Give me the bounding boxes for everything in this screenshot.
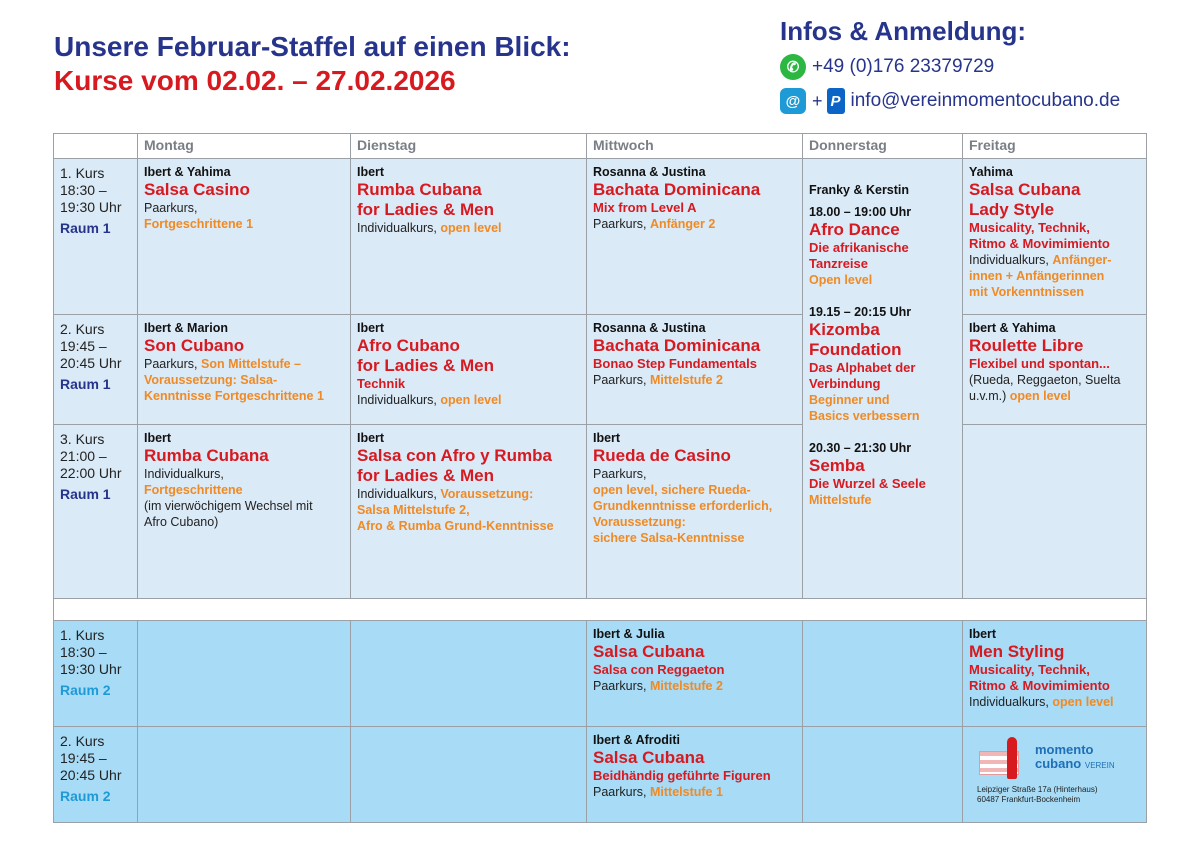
course-cell[interactable]: Ibert Men Styling Musicality, Technik, Ritmo & Movimimiento Individualkurs, open level bbox=[963, 621, 1147, 727]
course-cell[interactable]: Ibert Rueda de Casino Paarkurs, open level, sichere Rueda- Grundkenntnisse erforderlich, Voraussetzung: sichere Salsa-Kenntnisse bbox=[587, 425, 803, 599]
time-cell: 3. Kurs 21:00 – 22:00 Uhr Raum 1 bbox=[54, 425, 138, 599]
course-title: Rumba Cubana bbox=[357, 180, 482, 199]
thursday-cell[interactable]: Franky & Kerstin 18.00 – 19:00 Uhr Afro Dance Die afrikanische Tanzreise Open level 19.15 – 20:15 Uhr Kizomba Foundation Das Alphabet der Verbindung Beginner und Basics verbessern 20.30 – 21:30 Uhr Semba Die Wurzel & Seele Mittelstufe bbox=[803, 159, 963, 599]
plus-sign: + bbox=[812, 90, 823, 111]
course-title: Kizomba bbox=[809, 320, 880, 339]
day-wednesday: Mittwoch bbox=[587, 134, 803, 159]
course-cell[interactable]: Ibert & Yahima Salsa Casino Paarkurs, Fortgeschrittene 1 bbox=[138, 159, 351, 315]
course-cell[interactable]: Rosanna & Justina Bachata Dominicana Bonao Step Fundamentals Paarkurs, Mittelstufe 2 bbox=[587, 315, 803, 425]
room1-slot3-row bbox=[54, 425, 1147, 599]
whatsapp-icon: ✆ bbox=[780, 54, 806, 80]
contact-box bbox=[780, 14, 1180, 116]
room2-slot1-row bbox=[54, 621, 1147, 727]
room2-slot2-row bbox=[54, 727, 1147, 823]
course-title: Salsa Cubana bbox=[593, 748, 705, 767]
course-title: Men Styling bbox=[969, 642, 1065, 661]
phone-row[interactable] bbox=[780, 52, 1180, 82]
room-separator bbox=[54, 599, 1147, 621]
page-title bbox=[54, 30, 571, 98]
course-cell[interactable]: Ibert Rumba Cubana for Ladies & Men Individualkurs, open level bbox=[351, 159, 587, 315]
empty-cell bbox=[803, 621, 963, 727]
course-cell[interactable]: Yahima Salsa Cubana Lady Style Musicality, Technik, Ritmo & Movimimiento Individualkurs, Anfänger- innen + Anfängerinnen mit Vorkenntnissen bbox=[963, 159, 1147, 315]
day-friday: Freitag bbox=[963, 134, 1147, 159]
momento-cubano-logo: momento cubano VEREIN bbox=[977, 737, 1140, 779]
corner-cell bbox=[54, 134, 138, 159]
empty-cell bbox=[803, 727, 963, 823]
room-label: Raum 1 bbox=[60, 220, 111, 236]
dancer-flag-icon bbox=[977, 737, 1031, 779]
course-title: Son Cubano bbox=[144, 336, 245, 355]
course-cell[interactable]: Ibert & Yahima Roulette Libre Flexibel und spontan... (Rueda, Reggaeton, Suelta u.v.m.) open level bbox=[963, 315, 1147, 425]
course-title: Salsa Cubana bbox=[593, 642, 705, 661]
empty-cell bbox=[138, 727, 351, 823]
course-title: Rumba Cubana bbox=[144, 446, 269, 465]
room-label: Raum 2 bbox=[60, 682, 111, 698]
course-title: Salsa con Afro y Rumba bbox=[357, 446, 552, 465]
room1-slot2-row bbox=[54, 315, 1147, 425]
course-cell[interactable]: Ibert Afro Cubano for Ladies & Men Technik Individualkurs, open level bbox=[351, 315, 587, 425]
empty-cell bbox=[351, 621, 587, 727]
course-title: Bachata Dominicana bbox=[593, 336, 761, 355]
address-line-1: Leipziger Straße 17a (Hinterhaus) bbox=[977, 785, 1098, 794]
email-row[interactable] bbox=[780, 86, 1180, 116]
room-label: Raum 1 bbox=[60, 486, 111, 502]
course-cell[interactable]: Ibert Rumba Cubana Individualkurs, Fortgeschrittene (im vierwöchigem Wechsel mit Afro Cubano) bbox=[138, 425, 351, 599]
course-cell[interactable]: Ibert & Julia Salsa Cubana Salsa con Reggaeton Paarkurs, Mittelstufe 2 bbox=[587, 621, 803, 727]
course-cell[interactable]: Ibert & Marion Son Cubano Paarkurs, Son Mittelstufe – Voraussetzung: Salsa- Kenntnisse Fortgeschrittene 1 bbox=[138, 315, 351, 425]
course-title: Afro Dance bbox=[809, 220, 900, 239]
schedule-table bbox=[53, 133, 1147, 823]
day-monday: Montag bbox=[138, 134, 351, 159]
course-title: Bachata Dominicana bbox=[593, 180, 761, 199]
phone-number[interactable]: +49 (0)176 23379729 bbox=[812, 56, 995, 77]
course-title: Roulette Libre bbox=[969, 336, 1084, 355]
course-title: Rueda de Casino bbox=[593, 446, 731, 465]
title-line-1: Unsere Februar-Staffel auf einen Blick: bbox=[54, 31, 571, 62]
course-cell[interactable]: Rosanna & Justina Bachata Dominicana Mix from Level A Paarkurs, Anfänger 2 bbox=[587, 159, 803, 315]
email-address[interactable]: info@vereinmomentocubano.de bbox=[850, 90, 1121, 111]
empty-cell bbox=[963, 425, 1147, 599]
day-thursday: Donnerstag bbox=[803, 134, 963, 159]
course-title: Salsa Cubana bbox=[969, 180, 1081, 199]
empty-cell bbox=[138, 621, 351, 727]
course-title: Salsa Casino bbox=[144, 180, 250, 199]
room-label: Raum 1 bbox=[60, 376, 111, 392]
course-cell[interactable]: Ibert & Afroditi Salsa Cubana Beidhändig geführte Figuren Paarkurs, Mittelstufe 1 bbox=[587, 727, 803, 823]
logo-cell bbox=[963, 727, 1147, 823]
address-line-2: 60487 Frankfurt-Bockenheim bbox=[977, 795, 1081, 804]
time-cell: 2. Kurs 19:45 – 20:45 Uhr Raum 2 bbox=[54, 727, 138, 823]
course-title: Afro Cubano bbox=[357, 336, 460, 355]
empty-cell bbox=[351, 727, 587, 823]
room-label: Raum 2 bbox=[60, 788, 111, 804]
paypal-icon: P bbox=[827, 88, 845, 114]
time-cell: 1. Kurs 18:30 – 19:30 Uhr Raum 2 bbox=[54, 621, 138, 727]
day-tuesday: Dienstag bbox=[351, 134, 587, 159]
course-cell[interactable]: Ibert Salsa con Afro y Rumba for Ladies & Men Individualkurs, Voraussetzung: Salsa Mittelstufe 2, Afro & Rumba Grund-Kenntnisse bbox=[351, 425, 587, 599]
room1-slot1-row bbox=[54, 159, 1147, 315]
time-cell: 1. Kurs 18:30 – 19:30 Uhr Raum 1 bbox=[54, 159, 138, 315]
time-cell: 2. Kurs 19:45 – 20:45 Uhr Raum 1 bbox=[54, 315, 138, 425]
contact-heading: Infos & Anmeldung: bbox=[780, 16, 1027, 46]
title-line-2: Kurse vom 02.02. – 27.02.2026 bbox=[54, 65, 456, 96]
email-icon: @ bbox=[780, 88, 806, 114]
header-row bbox=[54, 134, 1147, 159]
course-title: Semba bbox=[809, 456, 865, 475]
